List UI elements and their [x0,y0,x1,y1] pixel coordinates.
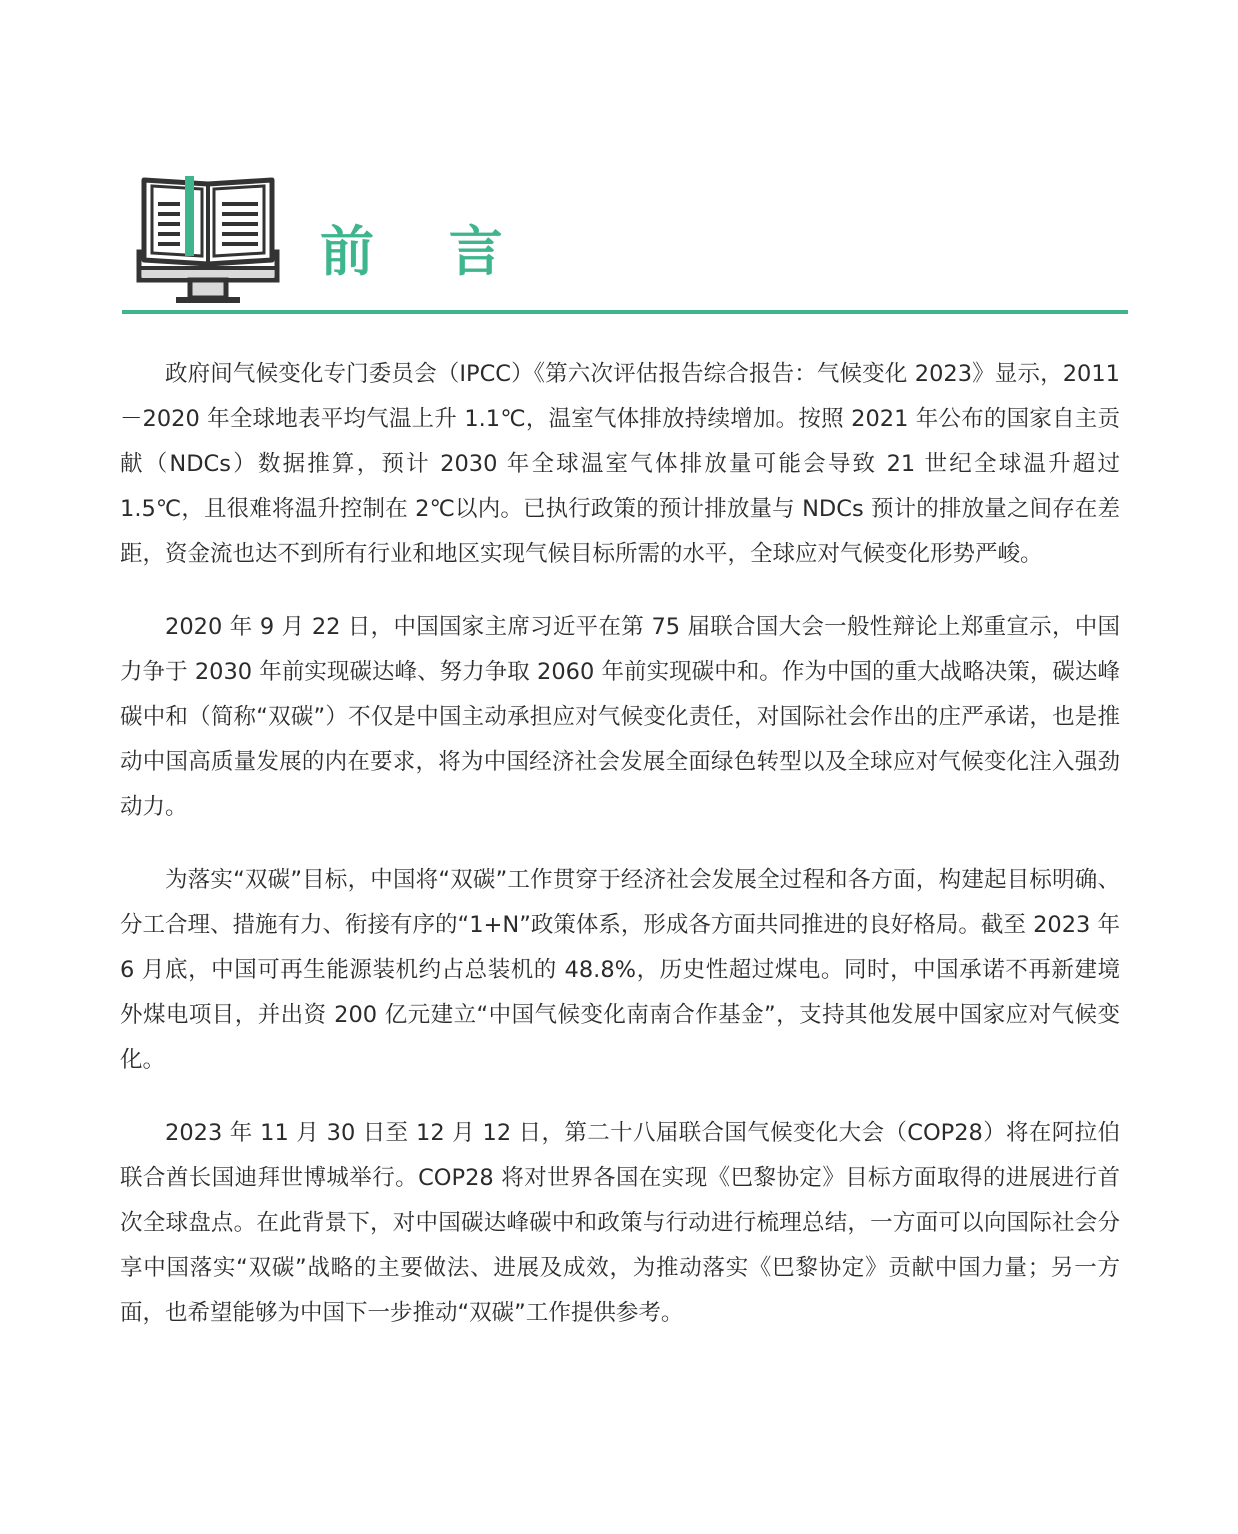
preface-body [120,352,1120,1364]
title-divider [122,310,1128,314]
paragraph-dual-carbon-pledge: 2020 年 9 月 22 日，中国国家主席习近平在第 75 届联合国大会一般性辩论上郑重宣示，中国力争于 2030 年前实现碳达峰、努力争取 2060 年前实现碳中和。作为中国的重大战略决策，碳达峰碳中和（简称“双碳”）不仅是中国主动承担应对气候变化责任，对国际社会作出的庄严承诺，也是推动中国高质量发展的内在要求，将为中国经济社会发展全面绿色转型以及全球应对气候变化注入强劲动力。 [120,614,1120,820]
paragraph-policy-system: 为落实“双碳”目标，中国将“双碳”工作贯穿于经济社会发展全过程和各方面，构建起目标明确、分工合理、措施有力、衔接有序的“1+N”政策体系，形成各方面共同推进的良好格局。截至 2023 年 6 月底，中国可再生能源装机约占总装机的 48.8%，历史性超过煤电。同时，中国承诺不再新建境外煤电项目，并出资 200 亿元建立“中国气候变化南南合作基金”，支持其他发展中国家应对气候变化。 [120,867,1120,1073]
open-book-on-monitor-icon [136,172,280,306]
page-title: 前 言 [320,220,531,283]
paragraph-ipcc-report: 政府间气候变化专门委员会（IPCC）《第六次评估报告综合报告：气候变化 2023》显示，2011－2020 年全球地表平均气温上升 1.1℃，温室气体排放持续增加。按照 2021 年公布的国家自主贡献（NDCs）数据推算，预计 2030 年全球温室气体排放量可能会导致 21 世纪全球温升超过 1.5℃，且很难将温升控制在 2℃以内。已执行政策的预计排放量与 NDCs 预计的排放量之间存在差距，资金流也达不到所有行业和地区实现气候目标所需的水平，全球应对气候变化形势严峻。 [120,361,1120,567]
paragraph-cop28: 2023 年 11 月 30 日至 12 月 12 日，第二十八届联合国气候变化大会（COP28）将在阿拉伯联合酋长国迪拜世博城举行。COP28 将对世界各国在实现《巴黎协定》目标方面取得的进展进行首次全球盘点。在此背景下，对中国碳达峰碳中和政策与行动进行梳理总结，一方面可以向国际社会分享中国落实“双碳”战略的主要做法、进展及成效，为推动落实《巴黎协定》贡献中国力量；另一方面，也希望能够为中国下一步推动“双碳”工作提供参考。 [120,1120,1120,1326]
preface-header [122,170,1128,316]
